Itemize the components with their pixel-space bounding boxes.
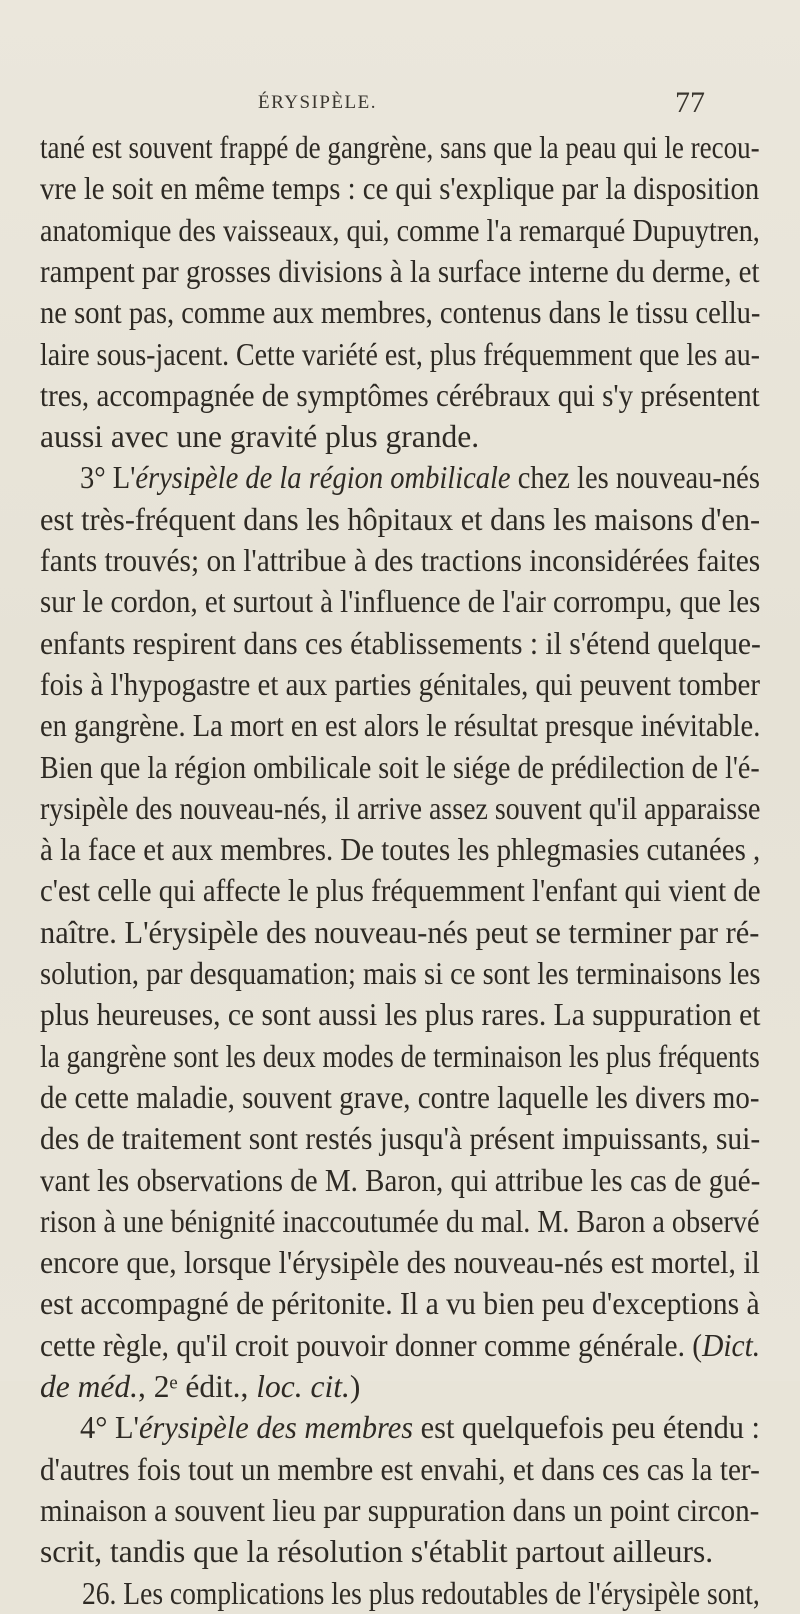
text-line [40, 1119, 760, 1159]
text-line [80, 458, 760, 498]
text-run: rampent par grosses divisions à la surface interne du derme, et [40, 253, 760, 289]
running-head: ÉRYSIPÈLE. [258, 92, 377, 113]
text-run: fois à l'hypogastre et aux parties génitales, qui peuvent tomber [40, 666, 760, 702]
text-run: 3° L' [80, 460, 136, 496]
text-line [40, 995, 760, 1035]
text-line [40, 376, 760, 416]
page-number: 77 [675, 86, 705, 119]
text-line [40, 954, 761, 994]
text-run: plus heureuses, ce sont aussi les plus rares. La suppuration et [40, 997, 761, 1033]
text-line [40, 293, 760, 333]
text-line [40, 169, 759, 209]
text-line [40, 789, 760, 829]
text-line [40, 1532, 713, 1572]
text-line [40, 1037, 760, 1077]
text-run: scrit, tandis que la résolution s'établit partout ailleurs. [40, 1534, 714, 1570]
text-run: laire sous-jacent. Cette variété est, plus fréquemment que les au- [40, 336, 760, 372]
text-line [40, 1161, 760, 1201]
text-run: est quelquefois peu étendu : [413, 1410, 761, 1446]
text-line [40, 1284, 760, 1324]
text-run: vant les observations de M. Baron, qui attribue les cas de gué- [40, 1162, 761, 1198]
text-run: des de traitement sont restés jusqu'à présent impuissants, sui- [40, 1121, 761, 1157]
text-run: en gangrène. La mort en est alors le résultat presque inévitable. [40, 708, 761, 744]
text-run: Bien que la région ombilicale soit le siége de prédilection de l'é- [40, 749, 760, 785]
text-line [82, 1574, 760, 1614]
text-run: , 2ᵉ édit., [137, 1369, 257, 1404]
text-run: à la face et aux membres. De toutes les phlegmasies cutanées , [40, 832, 761, 868]
text-line [40, 665, 760, 705]
text-line [40, 913, 759, 953]
text-line [40, 1450, 760, 1490]
text-line [40, 1367, 360, 1407]
text-line [40, 1243, 760, 1283]
text-line [40, 1491, 759, 1531]
text-run: rysipèle des nouveau-nés, il arrive assez souvent qu'il apparaisse [40, 790, 761, 826]
text-run: c'est celle qui affecte le plus fréquemment l'enfant qui vient de [40, 873, 761, 909]
text-run: rison à une bénignité inaccoutumée du mal. M. Baron a observé [40, 1203, 760, 1239]
text-run: 4° L' [80, 1410, 140, 1446]
text-line [40, 624, 761, 664]
text-run: vre le soit en même temps : ce qui s'explique par la disposition [40, 171, 760, 207]
text-line [40, 541, 760, 581]
text-line [40, 830, 760, 870]
italic-text: érysipèle de la région ombilicale [135, 460, 511, 496]
text-run: anatomique des vaisseaux, qui, comme l'a remarqué Dupuytren, [40, 212, 760, 248]
text-line [40, 582, 760, 622]
text-run: cette règle, qu'il croit pouvoir donner comme générale. ( [40, 1327, 703, 1363]
text-line [40, 417, 479, 457]
text-run: tané est souvent frappé de gangrène, sans que la peau qui le recou- [40, 130, 760, 165]
italic-text: Dict. [702, 1327, 761, 1363]
text-run: de cette maladie, souvent grave, contre laquelle les divers mo- [40, 1079, 760, 1115]
text-run: naître. L'érysipèle des nouveau-nés peut se terminer par ré- [40, 914, 760, 950]
text-run: ) [349, 1369, 361, 1404]
text-run: aussi avec une gravité plus grande. [40, 419, 480, 455]
italic-text: érysipèle des membres [139, 1410, 414, 1446]
text-line [40, 252, 759, 292]
text-run: enfants respirent dans ces établissements : il s'étend quelque- [40, 625, 761, 661]
text-line [40, 211, 760, 251]
text-run: encore que, lorsque l'érysipèle des nouveau-nés est mortel, il [40, 1245, 760, 1281]
text-run: sur le cordon, et surtout à l'influence de l'air corrompu, que les [40, 584, 761, 620]
italic-text: loc. cit. [256, 1369, 350, 1404]
text-run: est accompagné de péritonite. Il a vu bien peu d'exceptions à [40, 1286, 760, 1322]
text-run: ne sont pas, comme aux membres, contenus dans le tissu cellu- [40, 295, 761, 331]
text-line [40, 1326, 760, 1366]
text-line [40, 1078, 759, 1118]
text-run: est très-fréquent dans les hôpitaux et dans les maisons d'en- [40, 501, 761, 537]
text-run: 26. Les complications les plus redoutables de l'érysipèle sont, [82, 1575, 760, 1611]
text-line [40, 1202, 759, 1242]
text-line [80, 1408, 760, 1448]
text-run: minaison a souvent lieu par suppuration dans un point circon- [40, 1492, 760, 1528]
text-line [40, 748, 760, 788]
text-line [40, 871, 761, 911]
text-line [40, 128, 760, 168]
text-run: tres, accompagnée de symptômes cérébraux qui s'y présentent [40, 377, 760, 413]
text-run: d'autres fois tout un membre est envahi, et dans ces cas la ter- [40, 1451, 760, 1487]
page-header [0, 86, 800, 126]
text-line [40, 335, 760, 375]
italic-text: de méd. [40, 1369, 138, 1404]
text-line [40, 500, 760, 540]
text-run: fants trouvés; on l'attribue à des tractions inconsidérées faites [40, 543, 761, 578]
text-run: solution, par desquamation; mais si ce sont les terminaisons les [40, 956, 761, 991]
text-run: chez les nouveau-nés [510, 460, 760, 496]
text-line [40, 706, 760, 746]
text-run: la gangrène sont les deux modes de terminaison les plus fréquents [40, 1038, 760, 1074]
